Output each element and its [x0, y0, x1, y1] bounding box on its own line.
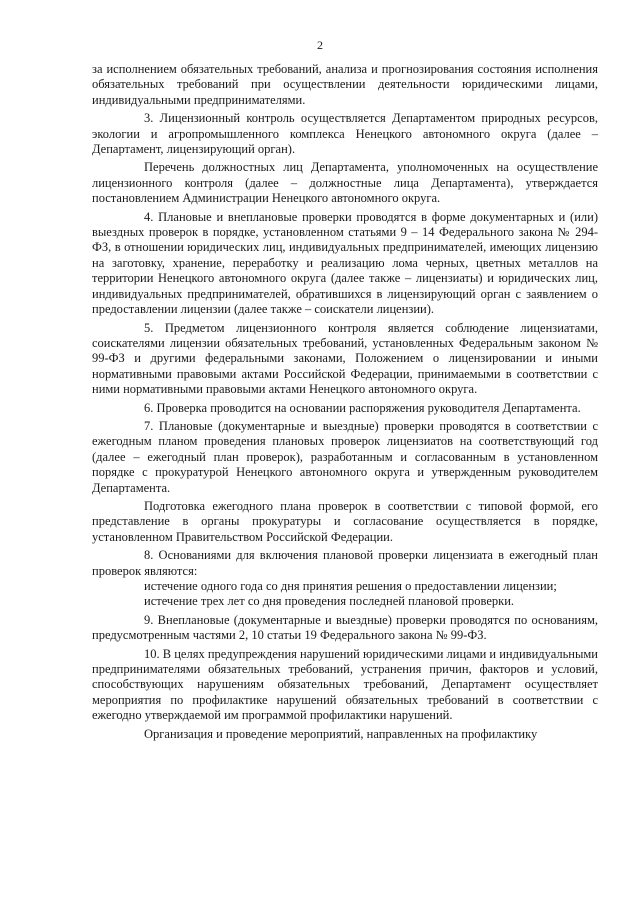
document-body	[92, 62, 598, 742]
list-item-three-years: истечение трех лет со дня проведения последней плановой проверки.	[144, 594, 515, 609]
page-number: 2	[317, 38, 323, 52]
paragraph-officials-list: Перечень должностных лиц Департамента, уполномоченных на осуществление лицензионного контроля (далее – должностные лица Департамента), утверждается постановлением Администрации Ненецкого автономного округа.	[92, 160, 598, 206]
paragraph-organization: Организация и проведение мероприятий, направленных на профилактику	[144, 726, 538, 741]
paragraph-continuation: за исполнением обязательных требований, анализа и прогнозирования состояния исполнения обязательных требований при осуществлении деятельности юридическими лицами, индивидуальными предпринимателями.	[92, 62, 598, 107]
paragraph-4-inspections: 4. Плановые и внеплановые проверки проводятся в форме документарных и (или) выездных проверок в порядке, установленном статьями 9 – 14 Федерального закона № 294-ФЗ, в отношении юридических лиц, индивидуальных предпринимателей, имеющих лицензию на заготовку, хранение, переработку и реализацию лома черных, цветных металлов на территории Ненецкого автономного округа (далее также – лицензиаты) и юридических лиц, индивидуальных предпринимателей, обратившихся в лицензирующий орган с заявлением о предоставлении лицензии (далее также – соискатели лицензии).	[92, 209, 598, 317]
paragraph-8-grounds: 8. Основаниями для включения плановой проверки лицензиата в ежегодный план проверок являются:	[92, 548, 598, 578]
paragraph-10-prevention: 10. В целях предупреждения нарушений юридическими лицами и индивидуальными предпринимателями обязательных требований, устранения причин, факторов и условий, способствующих нарушениям обязательных требований, Департамент осуществляет мероприятия по профилактике нарушений обязательных требований в соответствии с ежегодно утверждаемой им программой профилактики нарушений.	[92, 646, 598, 723]
paragraph-5-subject: 5. Предметом лицензионного контроля является соблюдение лицензиатами, соискателями лицензии обязательных требований, установленных Федеральным законом № 99-ФЗ и другими федеральными законами, Положением о лицензировании и иными нормативными правовыми актами Российской Федерации, принимаемыми в соответствии с ними нормативными правовыми актами Ненецкого автономного округа.	[92, 320, 598, 397]
paragraph-7-scheduled: 7. Плановые (документарные и выездные) проверки проводятся в соответствии с ежегодным планом проведения плановых проверок лицензиатов на соответствующий год (далее – ежегодный план проверок), разработанным и согласованным в установленном порядке с прокуратурой Ненецкого автономного округа и утвержденным руководителем Департамента.	[92, 418, 598, 495]
list-item-one-year: истечение одного года со дня принятия решения о предоставлении лицензии;	[144, 579, 557, 593]
paragraph-6-basis: 6. Проверка проводится на основании распоряжения руководителя Департамента.	[144, 400, 581, 415]
paragraph-plan-preparation: Подготовка ежегодного плана проверок в соответствии с типовой формой, его представление в органы прокуратуры и согласование осуществляется в порядке, установленном Правительством Российской Федерации.	[92, 498, 598, 544]
paragraph-9-unscheduled: 9. Внеплановые (документарные и выездные) проверки проводятся по основаниям, предусмотренным частями 2, 10 статьи 19 Федерального закона № 99-ФЗ.	[92, 612, 598, 643]
paragraph-3-licensing-control: 3. Лицензионный контроль осуществляется Департаментом природных ресурсов, экологии и агропромышленного комплекса Ненецкого автономного округа (далее – Департамент, лицензирующий орган).	[92, 111, 598, 157]
